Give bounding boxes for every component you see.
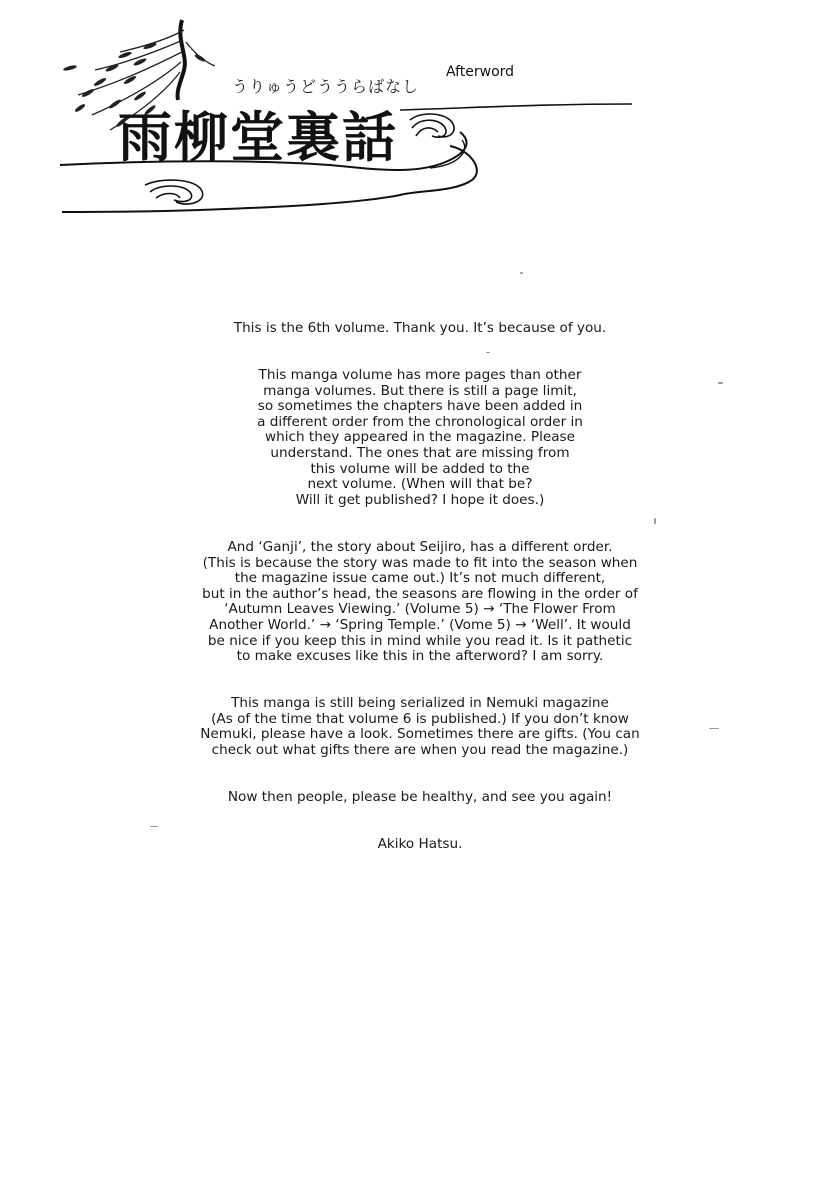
scan-speck [150,826,158,827]
paragraph-thanks [180,321,660,337]
text-line: Will it get published? I hope it does.) [295,491,545,508]
text-line: so sometimes the chapters have been added in [257,398,583,415]
text-line: ‘Autumn Leaves Viewing.’ (Volume 5) → ‘The Flower From [224,601,616,618]
text-line: This manga is still being serialized in Nemuki magazine [231,695,609,711]
text-line: Nemuki, please have a look. Sometimes there are gifts. (You can [200,726,640,743]
afterword-header [0,0,832,230]
text-line: Now then people, please be healthy, and see you again! [227,789,613,805]
text-line: be nice if you keep this in mind while you read it. Is it pathetic [207,632,633,649]
text-line: which they appeared in the magazine. Please [264,429,575,446]
text-line: (This is because the story was made to fit into the season when [202,554,638,571]
paragraph-nemuki [180,696,660,758]
text-line: manga volumes. But there is still a page limit, [263,382,577,399]
text-line: This is the 6th volume. Thank you. It’s because of you. [233,320,607,336]
text-line: Another World.’ → ‘Spring Temple.’ (Vome 5) → ‘Well’. It would [209,616,631,633]
text-line: next volume. (When will that be? [307,476,533,493]
scan-speck [486,352,490,353]
text-line: check out what gifts there are when you read the magazine.) [211,741,629,758]
text-line: This manga volume has more pages than other [258,367,582,383]
author-signature [180,837,660,853]
text-line: understand. The ones that are missing from [270,444,570,461]
text-line: to make excuses like this in the afterword? I am sorry. [236,648,604,665]
paragraph-page-limit [180,368,660,508]
title-kanji: 雨柳堂裏話 [118,105,398,169]
text-line: Akiko Hatsu. [377,836,463,852]
text-line: but in the author’s head, the seasons are flowing in the order of [202,585,638,602]
text-line: (As of the time that volume 6 is published.) If you don’t know [211,710,629,727]
scan-speck [654,518,656,524]
paragraph-ganji-order [180,540,660,665]
text-line: the magazine issue came out.) It’s not much different, [234,570,606,587]
title-english: Afterword [446,64,515,80]
paragraph-farewell [180,790,660,806]
text-line: a different order from the chronological order in [257,413,583,430]
scan-speck [718,382,723,384]
scan-speck [520,272,523,274]
title-kana: うりゅうどううらばなし [232,77,420,96]
text-line: this volume will be added to the [310,460,530,477]
scan-speck [709,728,719,729]
text-line: And ‘Ganji’, the story about Seijiro, has a different order. [227,539,613,555]
